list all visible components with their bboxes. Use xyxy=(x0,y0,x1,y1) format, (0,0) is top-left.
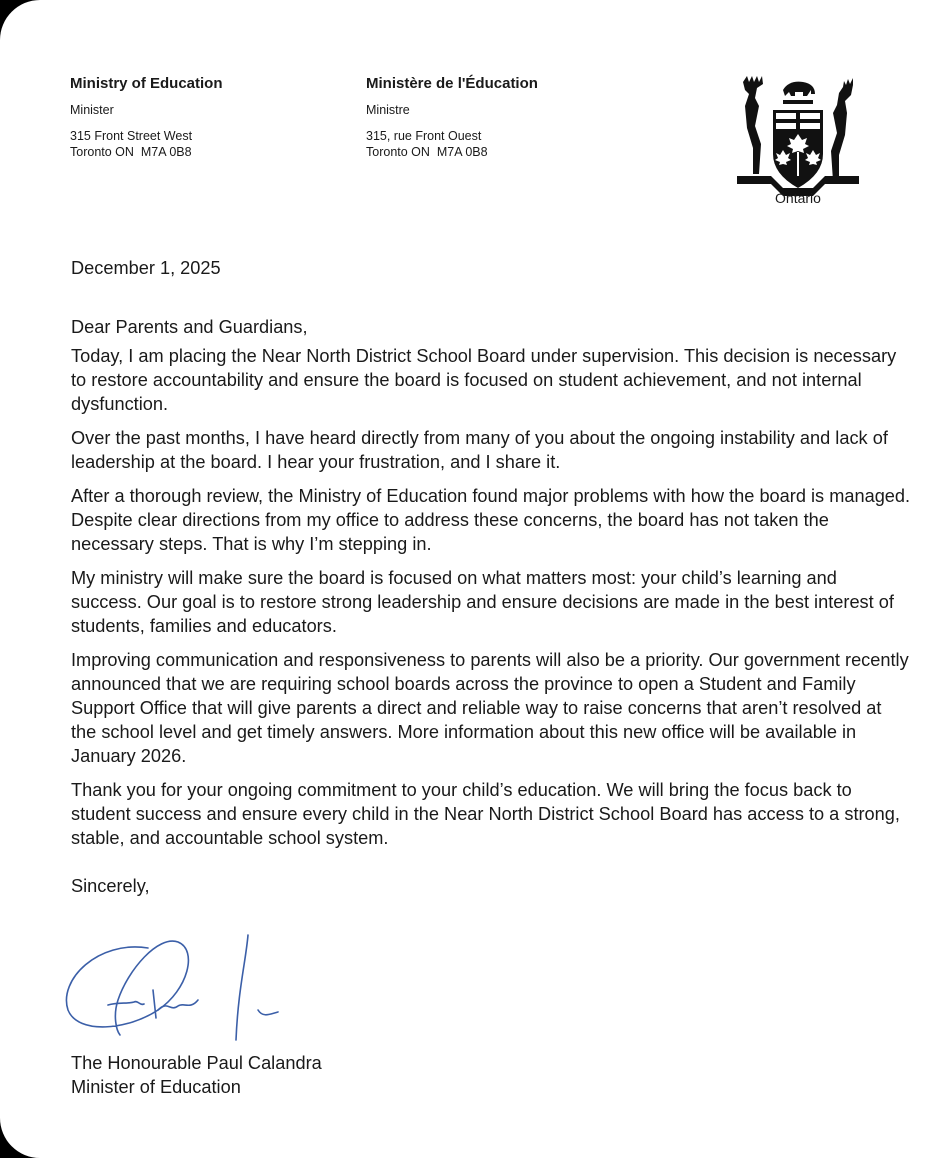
letterhead-english xyxy=(70,76,223,160)
handwritten-signature-icon xyxy=(58,930,308,1050)
crest-label: Ontario xyxy=(775,190,821,206)
address-line2-en: Toronto ON M7A 0B8 xyxy=(70,145,192,159)
paragraph: Over the past months, I have heard directly from many of you about the ongoing instability and lack of leadership at the board. I hear your frustration, and I share it. xyxy=(71,428,888,472)
closing: Sincerely, xyxy=(71,876,150,896)
salutation: Dear Parents and Guardians, xyxy=(71,317,308,337)
paragraph: Today, I am placing the Near North District School Board under supervision. This decision is necessary to restore accountability and ensure the board is focused on student achievement, and not internal dysfunction. xyxy=(71,346,897,414)
paragraph: My ministry will make sure the board is focused on what matters most: your child’s learning and success. Our goal is to restore strong leadership and ensure decisions are made in the best interest of students, families and educators. xyxy=(71,568,894,636)
ministry-name-fr: Ministère de l'Éducation xyxy=(366,75,538,92)
address-line1-fr: 315, rue Front Ouest xyxy=(366,129,482,143)
address-line2-fr: Toronto ON M7A 0B8 xyxy=(366,145,488,159)
paragraph: Improving communication and responsiveness to parents will also be a priority. Our government recently announced that we are requiring school boards across the province to open a Student and Family Support Office that will give parents a direct and reliable way to raise concerns that aren’t resolved at the school level and get timely answers. More information about this new office will be available in January 2026. xyxy=(71,650,909,766)
signer-title: Minister of Education xyxy=(71,1077,241,1097)
role-fr: Ministre xyxy=(366,103,410,117)
paragraph: After a thorough review, the Ministry of Education found major problems with how the board is managed. Despite clear directions from my office to address these concerns, the board has not taken the necessary steps. That is why I’m stepping in. xyxy=(71,486,911,554)
letter-body xyxy=(71,256,911,898)
paragraph: Thank you for your ongoing commitment to your child’s education. We will bring the focus back to student success and ensure every child in the Near North District School Board has access to a strong, stable, and accountable school system. xyxy=(71,780,900,848)
ministry-name-en: Ministry of Education xyxy=(70,75,223,92)
signer-name: The Honourable Paul Calandra xyxy=(71,1053,322,1073)
role-en: Minister xyxy=(70,103,114,117)
address-line1-en: 315 Front Street West xyxy=(70,129,193,143)
letterhead-french xyxy=(366,76,538,160)
signer-block xyxy=(71,1051,322,1099)
letter-date: December 1, 2025 xyxy=(71,258,221,278)
